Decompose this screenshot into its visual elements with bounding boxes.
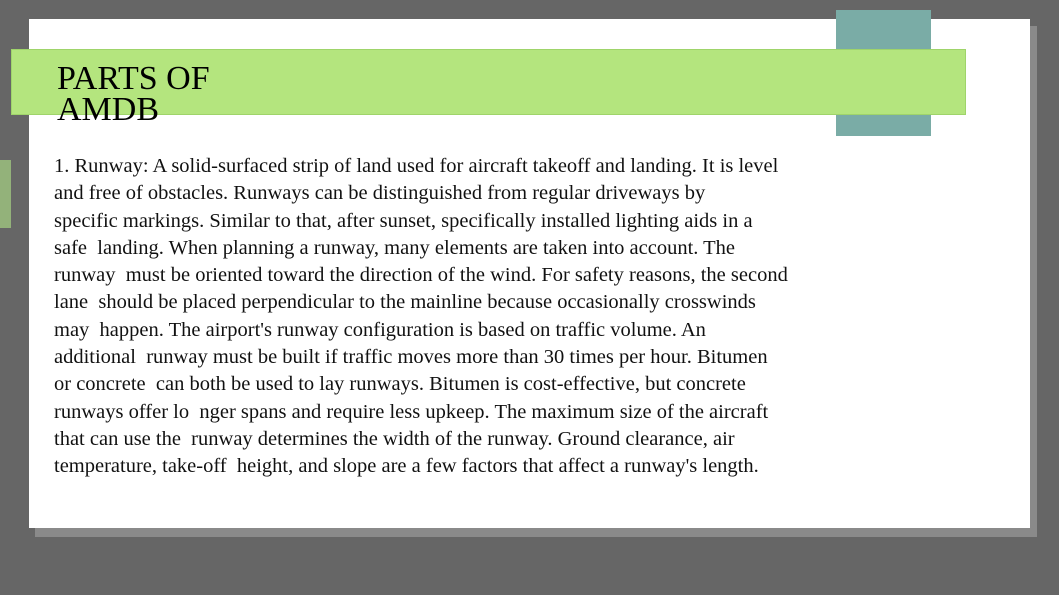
body-line: that can use the runway determines the width of the runway. Ground clearance, air [54,427,735,450]
body-line: specific markings. Similar to that, after sunset, specifically installed lighting aids in a [54,209,753,232]
body-line: runway must be oriented toward the direction of the wind. For safety reasons, the second [54,264,788,287]
body-line: temperature, take-off height, and slope are a few factors that affect a runway's length. [54,455,759,478]
body-line: may happen. The airport's runway configuration is based on traffic volume. An [54,318,706,341]
body-line: safe landing. When planning a runway, many elements are taken into account. The [54,236,736,259]
body-line: and free of obstacles. Runways can be distinguished from regular driveways by [54,182,706,205]
title-line: AMDB [57,91,160,128]
title-line: PARTS OF [57,60,210,97]
body-line: runways offer lo nger spans and require less upkeep. The maximum size of the aircraft [54,400,769,423]
body-line: lane should be placed perpendicular to the mainline because occasionally crosswinds [54,291,756,314]
slide-title [57,60,297,128]
body-text [54,153,934,481]
body-line: or concrete can both be used to lay runways. Bitumen is cost-effective, but concrete [54,373,746,396]
left-accent-shape [0,160,11,228]
body-line: 1. Runway: A solid-surfaced strip of land used for aircraft takeoff and landing. It is level [54,155,779,177]
body-line: additional runway must be built if traffic moves more than 30 times per hour. Bitumen [54,346,768,369]
